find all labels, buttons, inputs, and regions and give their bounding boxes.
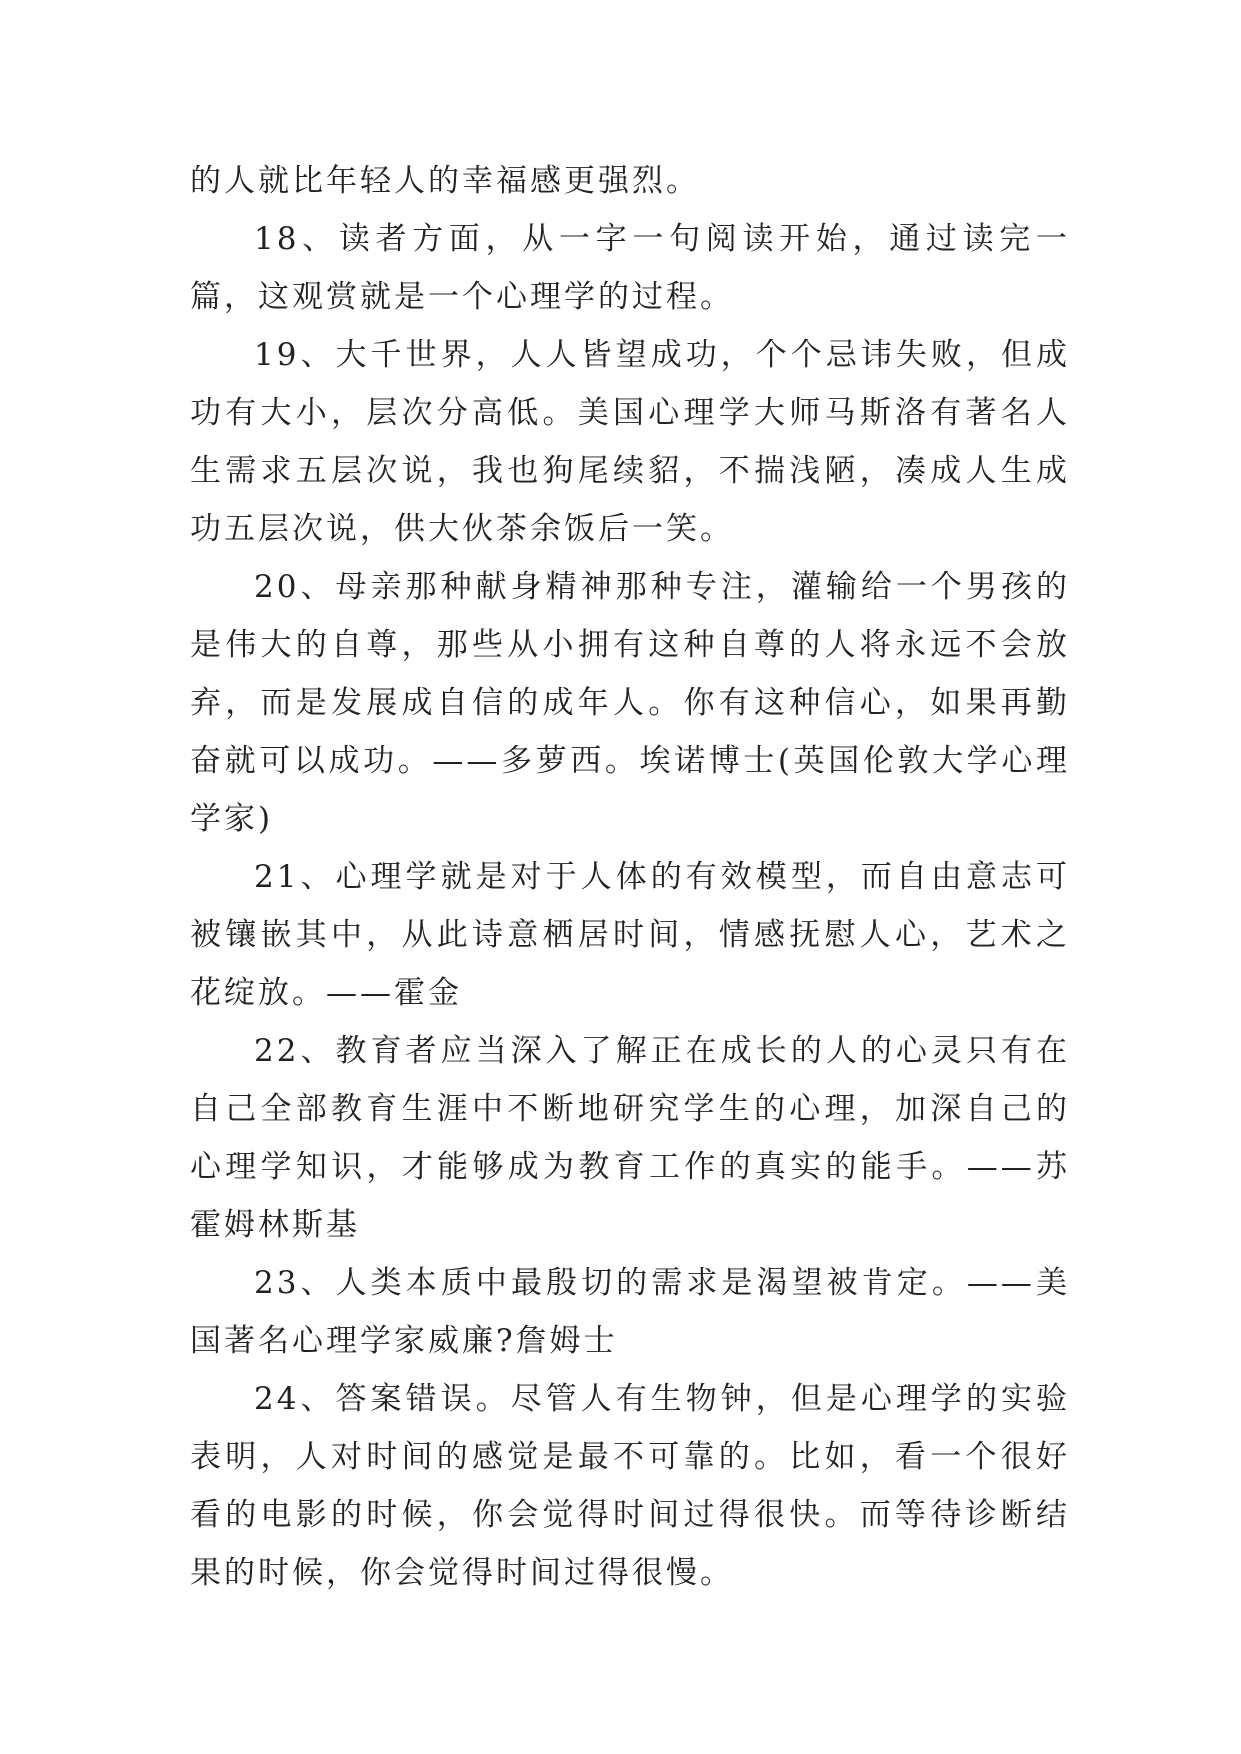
document-body bbox=[190, 152, 1070, 1602]
paragraph-23: 23、人类本质中最殷切的需求是渴望被肯定。——美国著名心理学家威廉?詹姆士 bbox=[190, 1265, 1070, 1359]
paragraph-22: 22、教育者应当深入了解正在成长的人的心灵只有在自己全部教育生涯中不断地研究学生的心理，加深自己的心理学知识，才能够成为教育工作的真实的能手。——苏霍姆林斯基 bbox=[190, 1033, 1070, 1243]
paragraph-18: 18、读者方面，从一字一句阅读开始，通过读完一篇，这观赏就是一个心理学的过程。 bbox=[190, 221, 1070, 315]
paragraph-24: 24、答案错误。尽管人有生物钟，但是心理学的实验表明，人对时间的感觉是最不可靠的。比如，看一个很好看的电影的时候，你会觉得时间过得很快。而等待诊断结果的时候，你会觉得时间过得很慢。 bbox=[190, 1381, 1070, 1591]
paragraph-19: 19、大千世界，人人皆望成功，个个忌讳失败，但成功有大小，层次分高低。美国心理学大师马斯洛有著名人生需求五层次说，我也狗尾续貂，不揣浅陋，凑成人生成功五层次说，供大伙茶余饭后一笑。 bbox=[190, 337, 1070, 547]
paragraph-20: 20、母亲那种献身精神那种专注，灌输给一个男孩的是伟大的自尊，那些从小拥有这种自尊的人将永远不会放弃，而是发展成自信的成年人。你有这种信心，如果再勤奋就可以成功。——多萝西。埃诺博士(英国伦敦大学心理学家) bbox=[190, 569, 1070, 837]
paragraph-17-continuation: 的人就比年轻人的幸福感更强烈。 bbox=[190, 163, 700, 199]
paragraph-21: 21、心理学就是对于人体的有效模型，而自由意志可被镶嵌其中，从此诗意栖居时间，情感抚慰人心，艺术之花绽放。——霍金 bbox=[190, 859, 1070, 1011]
